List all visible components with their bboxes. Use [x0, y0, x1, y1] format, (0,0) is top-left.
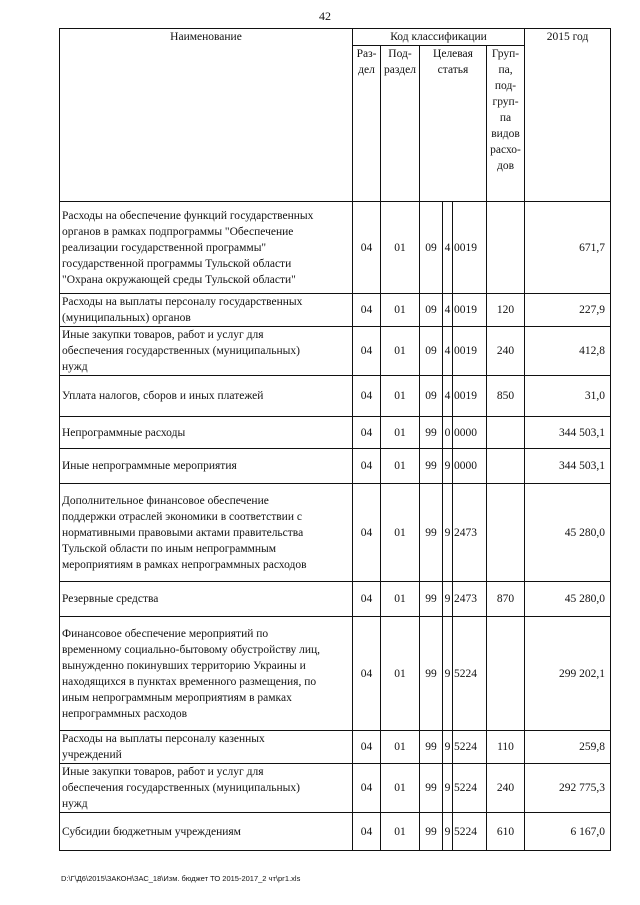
table-row: [60, 417, 611, 449]
row-name-line: нужд: [62, 798, 88, 810]
header-line: под-: [494, 80, 517, 92]
row-target-direction: 0019: [453, 202, 487, 294]
header-classification: Код классификации: [353, 29, 525, 46]
header-line: раздел: [384, 64, 416, 76]
row-name: [60, 764, 353, 813]
row-name-line: временному социально-бытовому обустройству лиц,: [62, 643, 321, 656]
row-subsection: 01: [381, 327, 420, 376]
row-target-subprogram: 9: [443, 764, 453, 813]
row-name-line: Тульской области по иным непрограммным: [62, 542, 277, 555]
row-subsection: 01: [381, 417, 420, 449]
row-name-line: Уплата налогов, сборов и иных платежей: [62, 390, 264, 402]
table-row: [60, 617, 611, 731]
row-target-program: 99: [420, 417, 443, 449]
row-target-program: 09: [420, 294, 443, 327]
row-name: [60, 731, 353, 764]
row-amount: 259,8: [525, 731, 611, 764]
header-line: па: [499, 112, 512, 124]
header-line: дов: [497, 160, 515, 172]
row-target-program: 99: [420, 813, 443, 851]
table-row: [60, 582, 611, 617]
header-line: дел: [358, 64, 375, 76]
row-name-line: Иные закупки товаров, работ и услуг для: [62, 329, 264, 341]
row-target-subprogram: 9: [443, 731, 453, 764]
row-subsection: 01: [381, 731, 420, 764]
row-expense-group: [487, 484, 525, 582]
row-expense-group: 240: [487, 764, 525, 813]
row-expense-group: 870: [487, 582, 525, 617]
budget-table: [59, 28, 611, 851]
table-row: [60, 202, 611, 294]
row-target-program: 99: [420, 764, 443, 813]
page-number: 42: [319, 9, 331, 23]
row-amount: 6 167,0: [525, 813, 611, 851]
row-name-line: реализации государственной программы": [62, 241, 267, 254]
row-target-program: 99: [420, 731, 443, 764]
row-target-direction: 0000: [453, 449, 487, 484]
row-target-program: 99: [420, 617, 443, 731]
row-name: [60, 417, 353, 449]
row-target-direction: 0000: [453, 417, 487, 449]
row-expense-group: [487, 417, 525, 449]
row-name-line: Расходы на выплаты персоналу государственных: [62, 296, 303, 308]
row-target-program: 99: [420, 484, 443, 582]
row-name-line: мероприятиям в рамках непрограммных расходов: [62, 558, 307, 571]
row-target-subprogram: 4: [443, 202, 453, 294]
row-amount: 45 280,0: [525, 484, 611, 582]
row-target-subprogram: 4: [443, 294, 453, 327]
row-amount: 344 503,1: [525, 417, 611, 449]
row-name: [60, 582, 353, 617]
row-target-direction: 5224: [453, 813, 487, 851]
row-name: [60, 449, 353, 484]
row-target-direction: 5224: [453, 617, 487, 731]
row-section: 04: [353, 617, 381, 731]
row-expense-group: [487, 617, 525, 731]
row-section: 04: [353, 484, 381, 582]
header-line: груп-: [492, 96, 519, 108]
table-row: [60, 449, 611, 484]
table-row: [60, 327, 611, 376]
header-line: статья: [437, 64, 469, 76]
row-amount: 292 775,3: [525, 764, 611, 813]
row-section: 04: [353, 376, 381, 417]
row-amount: 45 280,0: [525, 582, 611, 617]
row-subsection: 01: [381, 764, 420, 813]
row-name-line: Дополнительное финансовое обеспечение: [62, 494, 269, 507]
row-target-subprogram: 9: [443, 449, 453, 484]
row-target-direction: 5224: [453, 731, 487, 764]
row-section: 04: [353, 449, 381, 484]
row-expense-group: 240: [487, 327, 525, 376]
row-target-program: 09: [420, 202, 443, 294]
header-year: 2015 год: [525, 29, 611, 202]
row-name-line: Непрограммные расходы: [62, 426, 186, 439]
row-target-subprogram: 9: [443, 582, 453, 617]
row-name-line: находящихся в пунктах временного размещения, по: [62, 675, 317, 688]
row-section: 04: [353, 764, 381, 813]
row-name-line: учреждений: [62, 749, 122, 761]
row-name-line: Резервные средства: [62, 593, 159, 605]
row-amount: 412,8: [525, 327, 611, 376]
row-expense-group: [487, 449, 525, 484]
row-name-line: нормативными правовыми актами правительства: [62, 526, 304, 539]
row-subsection: 01: [381, 617, 420, 731]
row-subsection: 01: [381, 202, 420, 294]
row-target-direction: 5224: [453, 764, 487, 813]
row-subsection: 01: [381, 582, 420, 617]
row-name-line: поддержки отраслей экономики в соответствии с: [62, 510, 302, 523]
row-name: [60, 376, 353, 417]
file-path-footer: D:\Г\Д6\2015\ЗАКОН\ЗАС_18\Изм. бюджет ТО 2015-2017_2 чт\рг1.xls: [61, 874, 301, 883]
header-line: видов: [491, 128, 520, 140]
row-expense-group: 110: [487, 731, 525, 764]
row-section: 04: [353, 813, 381, 851]
table-row: [60, 731, 611, 764]
row-expense-group: 850: [487, 376, 525, 417]
row-name-line: (муниципальных) органов: [62, 312, 191, 324]
table-row: [60, 764, 611, 813]
row-target-subprogram: 4: [443, 376, 453, 417]
row-name-line: государственной программы Тульской области: [62, 257, 292, 270]
row-target-program: 99: [420, 582, 443, 617]
header-line: Груп-: [491, 48, 520, 60]
row-name-line: Иные непрограммные мероприятия: [62, 460, 237, 472]
row-subsection: 01: [381, 376, 420, 417]
row-target-program: 09: [420, 327, 443, 376]
row-expense-group: 610: [487, 813, 525, 851]
row-name: [60, 294, 353, 327]
header-subsection: [381, 46, 420, 202]
header-target-article: [420, 46, 487, 202]
row-target-direction: 2473: [453, 484, 487, 582]
row-section: 04: [353, 582, 381, 617]
row-section: 04: [353, 327, 381, 376]
row-name: [60, 202, 353, 294]
row-name-line: обеспечения государственных (муниципальных): [62, 782, 300, 794]
row-amount: 671,7: [525, 202, 611, 294]
row-target-direction: 0019: [453, 327, 487, 376]
table-row: [60, 294, 611, 327]
table-row: [60, 813, 611, 851]
header-line: Под-: [388, 48, 412, 60]
row-name: [60, 617, 353, 731]
row-target-program: 09: [420, 376, 443, 417]
row-name-line: Расходы на выплаты персоналу казенных: [62, 733, 265, 745]
row-target-subprogram: 9: [443, 813, 453, 851]
row-target-direction: 0019: [453, 294, 487, 327]
row-target-direction: 0019: [453, 376, 487, 417]
row-target-subprogram: 9: [443, 617, 453, 731]
row-amount: 299 202,1: [525, 617, 611, 731]
row-name-line: иным непрограммным мероприятиям в рамках: [62, 691, 292, 704]
row-target-program: 99: [420, 449, 443, 484]
row-name-line: обеспечения государственных (муниципальных): [62, 345, 300, 357]
row-target-direction: 2473: [453, 582, 487, 617]
row-name-line: Субсидии бюджетным учреждениям: [62, 825, 241, 838]
table-row: [60, 376, 611, 417]
row-expense-group: [487, 202, 525, 294]
header-line: па,: [498, 64, 513, 76]
row-name-line: вынужденно покинувших территорию Украины и: [62, 659, 306, 672]
row-subsection: 01: [381, 484, 420, 582]
header-name: Наименование: [60, 29, 353, 202]
row-section: 04: [353, 731, 381, 764]
row-name-line: непрограммных расходов: [62, 707, 188, 720]
row-expense-group: 120: [487, 294, 525, 327]
header-line: Целевая: [433, 48, 473, 60]
row-name: [60, 813, 353, 851]
header-expense-group: [487, 46, 525, 202]
row-name: [60, 484, 353, 582]
header-line: расхо-: [490, 144, 521, 156]
row-name-line: Иные закупки товаров, работ и услуг для: [62, 766, 264, 778]
row-target-subprogram: 0: [443, 417, 453, 449]
row-name-line: органов в рамках подпрограммы "Обеспечение: [62, 225, 294, 238]
row-name-line: нужд: [62, 361, 88, 373]
row-target-subprogram: 4: [443, 327, 453, 376]
row-amount: 344 503,1: [525, 449, 611, 484]
table-row: [60, 484, 611, 582]
row-name-line: "Охрана окружающей среды Тульской области": [62, 273, 296, 286]
row-target-subprogram: 9: [443, 484, 453, 582]
row-subsection: 01: [381, 813, 420, 851]
row-name: [60, 327, 353, 376]
row-name-line: Расходы на обеспечение функций государственных: [62, 209, 314, 222]
row-name-line: Финансовое обеспечение мероприятий по: [62, 627, 269, 640]
row-section: 04: [353, 294, 381, 327]
row-subsection: 01: [381, 294, 420, 327]
row-section: 04: [353, 202, 381, 294]
row-amount: 227,9: [525, 294, 611, 327]
row-amount: 31,0: [525, 376, 611, 417]
header-line: Раз-: [356, 48, 377, 60]
row-subsection: 01: [381, 449, 420, 484]
header-section: [353, 46, 381, 202]
row-section: 04: [353, 417, 381, 449]
